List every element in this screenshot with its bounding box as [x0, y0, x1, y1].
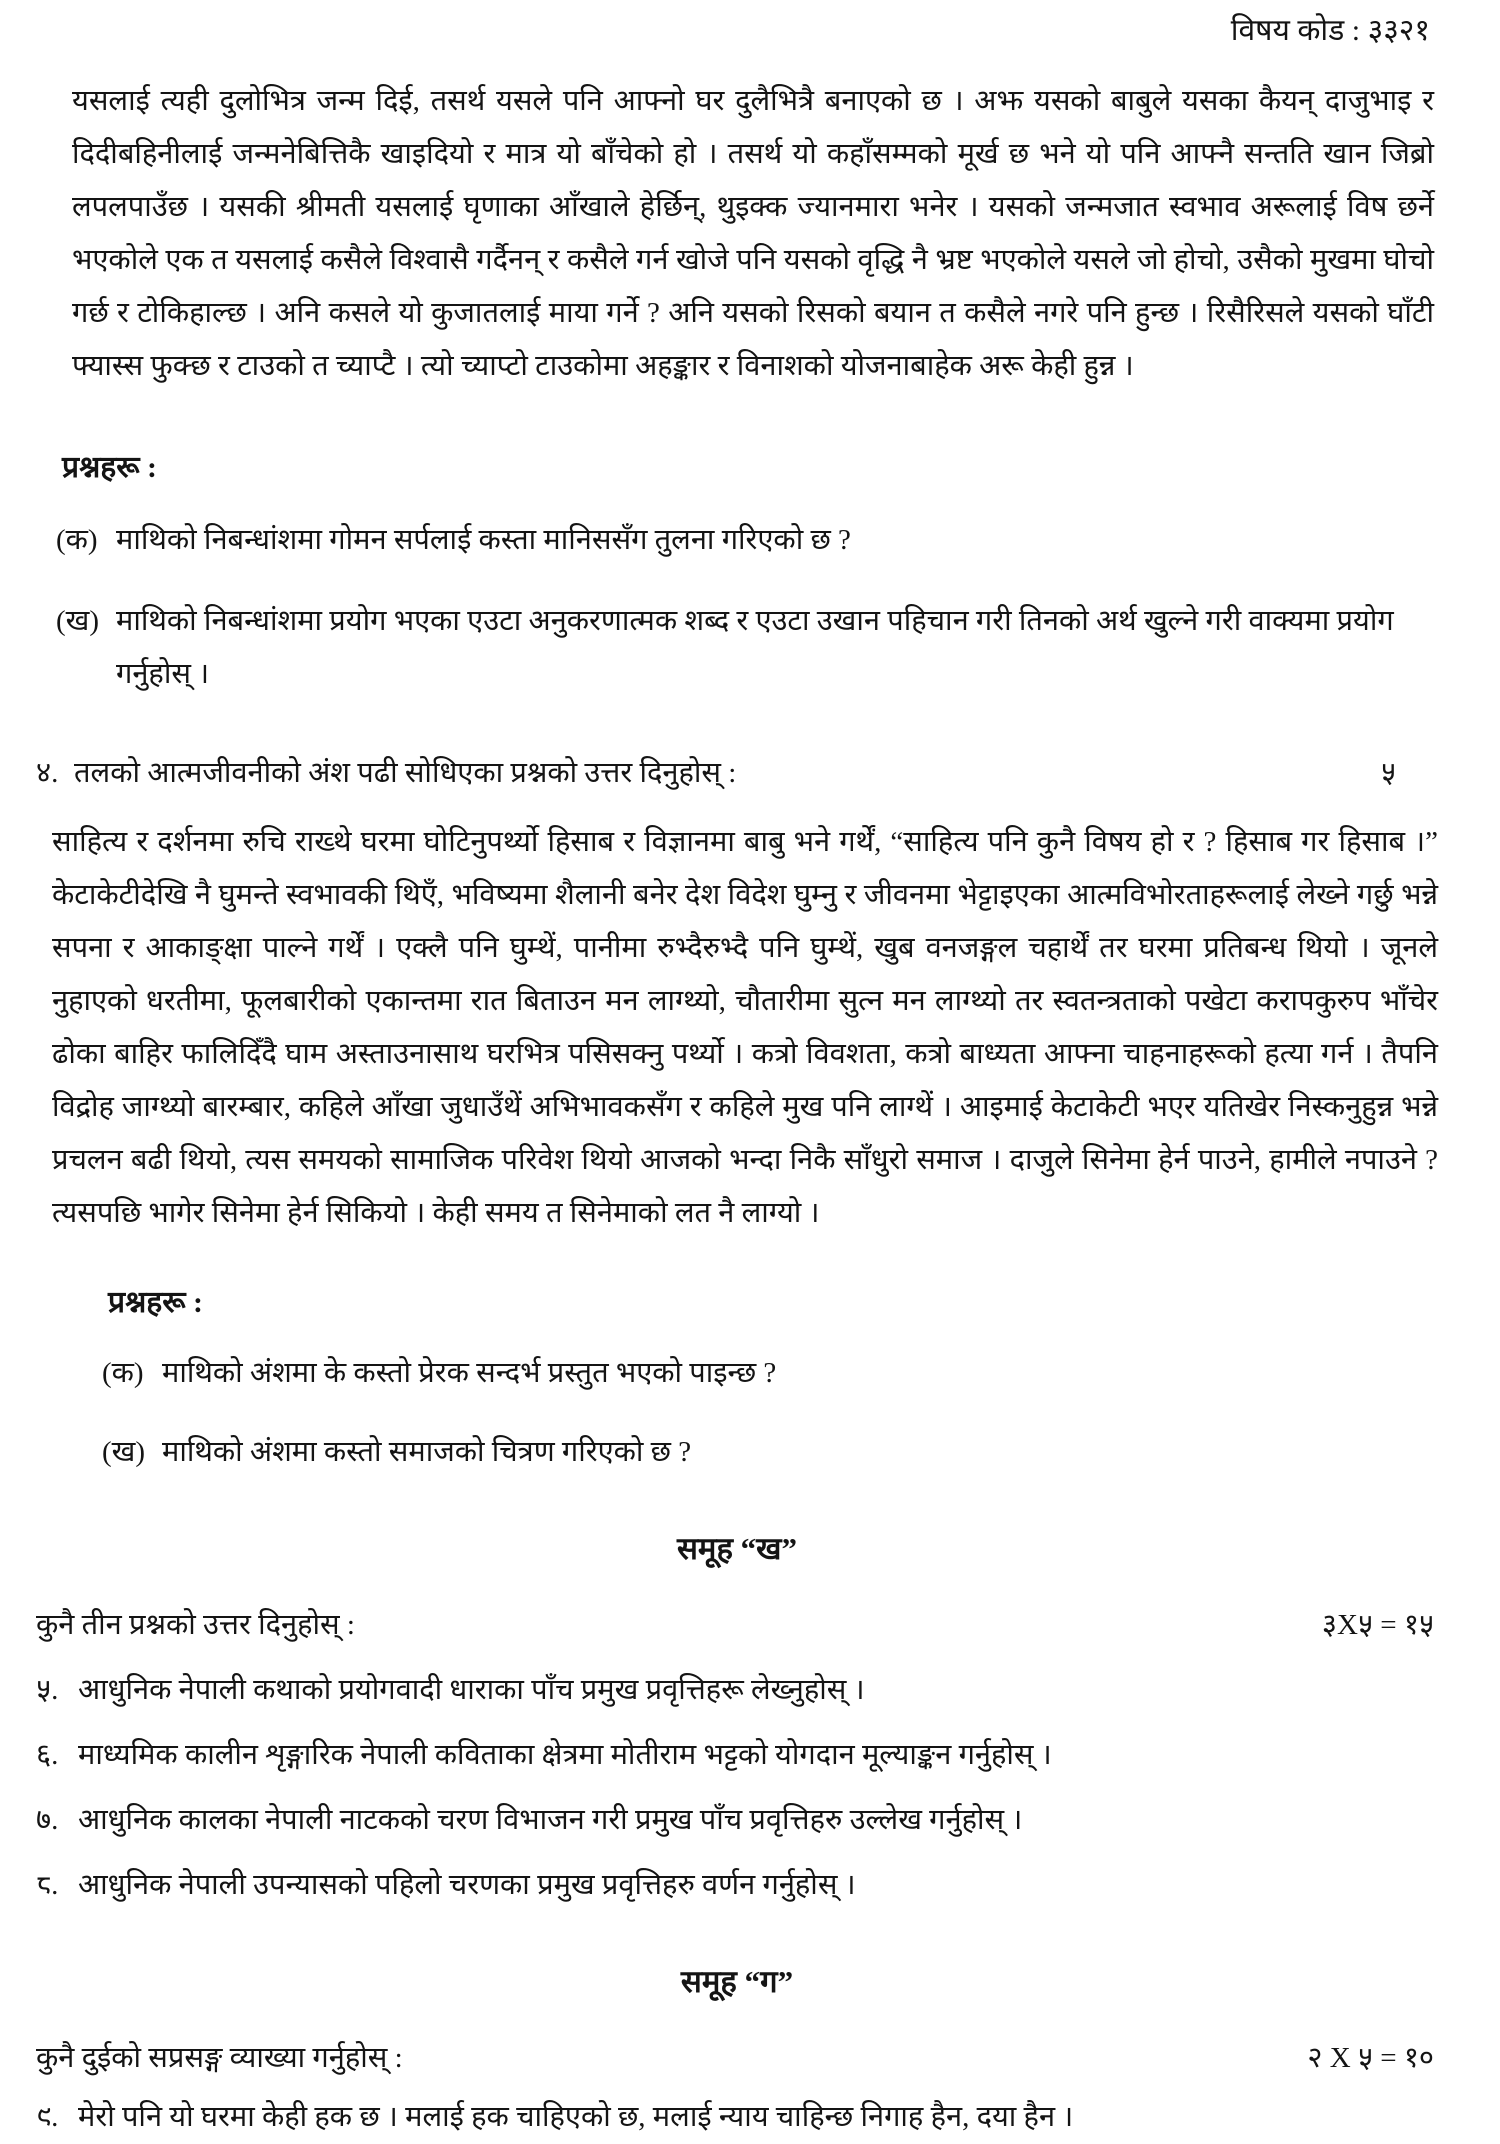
subject-code: विषय कोड : ३३२१: [1230, 14, 1430, 47]
question-number: ६.: [36, 1739, 59, 1771]
questions-list-2: [102, 1347, 1438, 1479]
question-number: (क): [56, 524, 98, 556]
group-kha-instruction-row: [36, 1599, 1438, 1652]
question-number: ८.: [36, 1869, 59, 1901]
question-9: [36, 2091, 1438, 2144]
question-number: (ख): [56, 605, 100, 637]
question-text: माथिको अंशमा के कस्तो प्रेरक सन्दर्भ प्रस्तुत भएको पाइन्छ ?: [162, 1357, 777, 1389]
question-number: (क): [102, 1357, 144, 1389]
question-7: [36, 1794, 1438, 1847]
question-text: माध्यमिक कालीन शृङ्गारिक नेपाली कविताका क्षेत्रमा मोतीराम भट्टको योगदान मूल्याङ्कन गर्नुहोस् ।: [78, 1739, 1052, 1771]
question-number: ९.: [36, 2101, 59, 2133]
question-number: ७.: [36, 1804, 59, 1836]
question-text: आधुनिक नेपाली उपन्यासको पहिलो चरणका प्रमुख प्रवृत्तिहरु वर्णन गर्नुहोस् ।: [78, 1869, 856, 1901]
question-text: मेरो पनि यो घरमा केही हक छ । मलाई हक चाहिएको छ, मलाई न्याय चाहिन्छ निगाह हैन, दया हैन ।: [78, 2101, 1074, 2133]
question-5: [36, 1664, 1438, 1717]
question-text: माथिको निबन्धांशमा प्रयोग भएका एउटा अनुकरणात्मक शब्द र एउटा उखान पहिचान गरी तिनको अर्थ खुल्ने गरी वाक्यमा प्रयोग गर्नुहोस् ।: [116, 605, 1394, 690]
question-item: [102, 1426, 1438, 1479]
question-item: [56, 514, 1438, 567]
question-marks: ५: [1380, 757, 1396, 789]
question-4: [36, 747, 1438, 800]
group-ga-section: [36, 1960, 1438, 2144]
question-text: आधुनिक नेपाली कथाको प्रयोगवादी धाराका पाँच प्रमुख प्रवृत्तिहरू लेख्नुहोस् ।: [78, 1674, 865, 1706]
questions-label-1: प्रश्नहरू :: [62, 451, 158, 484]
group-ga-instruction: कुनै दुईको सप्रसङ्ग व्याख्या गर्नुहोस् :: [36, 2042, 403, 2074]
question-text: माथिको निबन्धांशमा गोमन सर्पलाई कस्ता मानिससँग तुलना गरिएको छ ?: [116, 524, 851, 556]
question-8: [36, 1859, 1438, 1912]
question-item: [56, 595, 1438, 701]
group-kha-section: [36, 1527, 1438, 1912]
group-kha-instruction: कुनै तीन प्रश्नको उत्तर दिनुहोस् :: [36, 1609, 355, 1641]
question-text: तलको आत्मजीवनीको अंश पढी सोधिएका प्रश्नको उत्तर दिनुहोस् :: [74, 757, 737, 789]
questions-label-2: प्रश्नहरू :: [108, 1286, 204, 1319]
question-text: माथिको अंशमा कस्तो समाजको चित्रण गरिएको छ ?: [162, 1436, 692, 1468]
question-number: ४.: [36, 757, 59, 789]
question-number: ५.: [36, 1674, 59, 1706]
autobiography-passage: साहित्य र दर्शनमा रुचि राख्थे घरमा घोटिनुपर्थ्यो हिसाब र विज्ञानमा बाबु भने गर्थें, “साहित्य पनि कुनै विषय हो र ? हिसाब गर हिसाब ।” केटाकेटीदेखि नै घुमन्ते स्वभावकी थिएँ, भविष्यमा शैलानी बनेर देश विदेश घुम्नु र जीवनमा भेट्टाइएका आत्मविभोरताहरूलाई लेख्ने गर्छु भन्ने सपना र आकाङ्क्षा पाल्ने गर्थें । एक्लै पनि घुम्थें, पानीमा रुभ्दैरुभ्दै पनि घुम्थें, खुब वनजङ्गल चहार्थें तर घरमा प्रतिबन्ध थियो । जूनले नुहाएको धरतीमा, फूलबारीको एकान्तमा रात बिताउन मन लाग्थ्यो, चौतारीमा सुत्न मन लाग्थ्यो तर स्वतन्त्रताको पखेटा करापकुरुप भाँचेर ढोका बाहिर फालिदिँदै घाम अस्ताउनासाथ घरभित्र पसिसक्नु पर्थ्यो । कत्रो विवशता, कत्रो बाध्यता आफ्ना चाहनाहरूको हत्या गर्न । तैपनि विद्रोह जाग्थ्यो बारम्बार, कहिले आँखा जुधाउँथें अभिभावकसँग र कहिले मुख पनि लाग्थें । आइमाई केटाकेटी भएर यतिखेर निस्कनुहुन्न भन्ने प्रचलन बढी थियो, त्यस समयको सामाजिक परिवेश थियो आजको भन्दा निकै साँधुरो समाज । दाजुले सिनेमा हेर्न पाउने, हामीले नपाउने ? त्यसपछि भागेर सिनेमा हेर्न सिकियो । केही समय त सिनेमाको लत नै लाग्यो ।: [52, 826, 1438, 1229]
essay-passage: यसलाई त्यही दुलोभित्र जन्म दिई, तसर्थ यसले पनि आफ्नो घर दुलैभित्रै बनाएको छ । अझ यसको बाबुले यसका कैयन् दाजुभाइ र दिदीबहिनीलाई जन्मनेबित्तिकै खाइदियो र मात्र यो बाँचेको हो । तसर्थ यो कहाँसम्मको मूर्ख छ भने यो पनि आफ्नै सन्तति खान जिब्रो लपलपाउँछ । यसकी श्रीमती यसलाई घृणाका आँखाले हेर्छिन्, थुइक्क ज्यानमारा भनेर । यसको जन्मजात स्वभाव अरूलाई विष छर्ने भएकोले एक त यसलाई कसैले विश्वासै गर्दैनन् र कसैले गर्न खोजे पनि यसको वृद्धि नै भ्रष्ट भएकोले यसले जो होचो, उसैको मुखमा घोचो गर्छ र टोकिहाल्छ । अनि कसले यो कुजातलाई माया गर्ने ? अनि यसको रिसको बयान त कसैले नगरे पनि हुन्छ । रिसैरिसले यसको घाँटी फ्यास्स फुक्छ र टाउको त च्याप्टै । त्यो च्याप्टो टाउकोमा अहङ्कार र विनाशको योजनाबाहेक अरू केही हुन्न ।: [72, 85, 1434, 382]
group-kha-title: समूह “ख”: [676, 1531, 798, 1566]
question-item: [102, 1347, 1438, 1400]
group-kha-marks: ३X५ = १५: [1321, 1609, 1434, 1641]
question-number: (ख): [102, 1436, 146, 1468]
group-ga-marks: २ X ५ = १०: [1307, 2042, 1434, 2074]
group-ga-title: समूह “ग”: [680, 1964, 794, 1999]
group-ga-instruction-row: [36, 2032, 1438, 2085]
questions-list-1: [56, 514, 1438, 701]
question-6: [36, 1729, 1438, 1782]
question-text: आधुनिक कालका नेपाली नाटकको चरण विभाजन गरी प्रमुख पाँच प्रवृत्तिहरु उल्लेख गर्नुहोस् ।: [78, 1804, 1023, 1836]
